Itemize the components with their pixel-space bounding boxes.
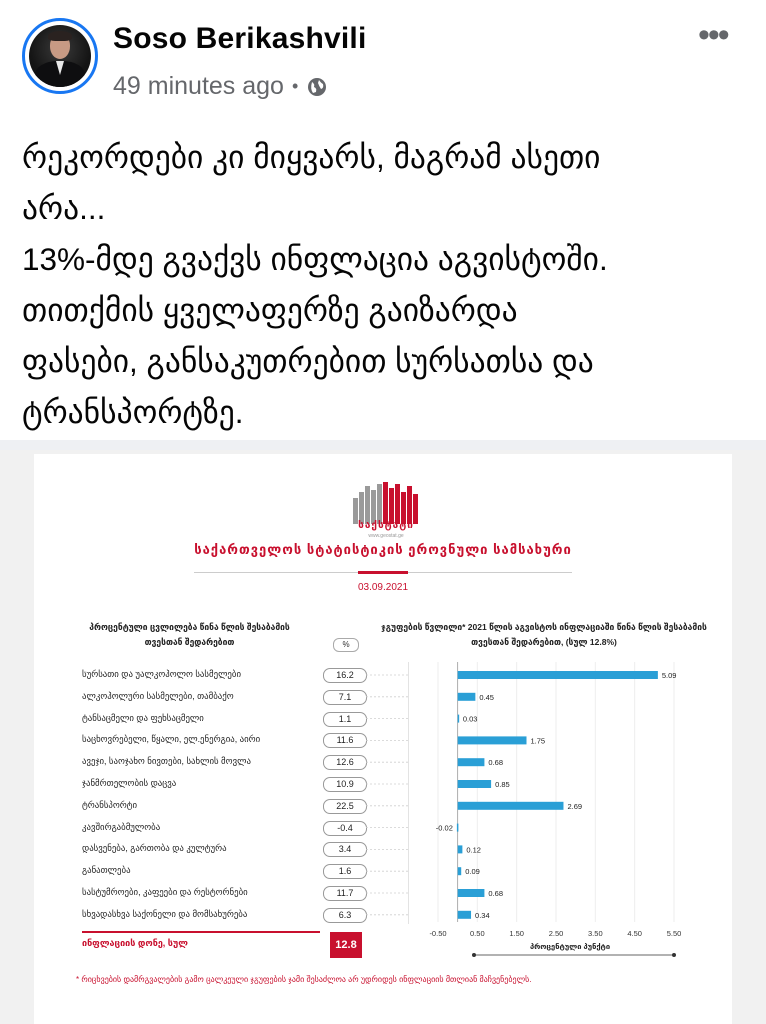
bar-contribution — [458, 758, 485, 766]
logo-subtext: www.geostat.ge — [368, 533, 404, 539]
category-label: ტრანსპორტი — [82, 799, 138, 810]
annual-change-value: 10.9 — [323, 777, 367, 792]
axis-caption-dot — [472, 953, 476, 957]
bar-contribution — [458, 715, 460, 723]
x-tick-label: 4.50 — [627, 929, 642, 938]
bar-value-label: 0.12 — [466, 845, 481, 855]
logo-text: საქსტატი — [358, 520, 414, 531]
annual-change-value: 1.1 — [323, 712, 367, 727]
axis-caption-dot — [672, 953, 676, 957]
annual-change-value: -0.4 — [323, 821, 367, 836]
post-image-infographic[interactable] — [34, 454, 732, 1024]
bar-value-label: 0.09 — [465, 867, 480, 877]
bar-value-label: -0.02 — [435, 823, 453, 833]
bar-value-label: 2.69 — [567, 801, 583, 811]
category-label: დასვენება, გართობა და კულტურა — [82, 843, 227, 854]
left-column-header: პროცენტული ცვლილება წინა წლის შესაბამის თვესთან შედარებით — [89, 622, 290, 647]
total-divider — [82, 931, 320, 933]
annual-change-value: 22.5 — [323, 799, 367, 814]
bar-contribution — [457, 824, 459, 832]
x-tick-label: 5.50 — [666, 929, 682, 938]
bar-contribution — [458, 780, 491, 788]
post-timestamp[interactable]: 49 minutes ago — [113, 72, 284, 100]
bar-contribution — [458, 845, 463, 853]
category-label: ავეჯი, საოჯახო ნივთები, სახლის მოვლა — [82, 756, 251, 767]
post-text-line: რეკორდები კი მიყვარს, მაგრამ ასეთი — [22, 139, 601, 175]
bar-contribution — [458, 889, 485, 897]
post-text-line: 13%-მდე გვაქვს ინფლაცია აგვისტოში. — [22, 241, 608, 277]
x-axis-label: პროცენტული პუნქტი — [529, 942, 611, 951]
annual-change-value: 3.4 — [323, 842, 367, 857]
content-separator — [0, 440, 766, 450]
bar-value-label: 0.03 — [462, 714, 478, 724]
bar-value-label: 0.45 — [479, 692, 494, 702]
bar-contribution — [458, 693, 476, 701]
annual-change-value: 16.2 — [323, 668, 367, 683]
bar-value-label: 0.34 — [475, 910, 490, 920]
meta-separator: • — [291, 76, 299, 96]
organization-title: საქართველოს სტატისტიკის ეროვნული სამსახური — [194, 542, 572, 557]
bar-value-label: 5.09 — [661, 671, 677, 680]
bar-contribution — [458, 736, 527, 744]
post-text-line: თითქმის ყველაფერზე გაიზარდა — [22, 292, 518, 328]
x-tick-label: 1.50 — [509, 929, 524, 938]
bar-contribution — [458, 671, 658, 679]
bar-value-label: 0.68 — [488, 758, 504, 768]
bar-value-label: 0.68 — [488, 889, 504, 898]
annual-change-value: 6.3 — [323, 908, 367, 923]
footnote: * რიცხვების დამრგვალების გამო ცალკეული ჯგუფების ჯამი შესაძლოა არ უდრიდეს ინფლაციის მთლიან მაჩვენებელს. — [76, 975, 532, 984]
category-label: საცხოვრებელი, წყალი, ელ.ენერგია, აირი — [82, 734, 261, 745]
percent-header: % — [333, 638, 359, 652]
category-label: სასტუმროები, კაფეები და რესტორნები — [82, 887, 248, 897]
bar-value-label: 0.85 — [495, 780, 510, 789]
post-text-line: ტრანსპორტზე. — [22, 394, 244, 430]
bar-contribution — [458, 867, 462, 875]
avatar-photo — [29, 25, 91, 87]
category-label: სხვადასხვა საქონელი და მომსახურება — [82, 908, 248, 919]
post-meta — [113, 72, 328, 101]
x-tick-label: 2.50 — [548, 929, 564, 938]
author-avatar[interactable] — [22, 18, 98, 94]
x-tick-label: 3.50 — [588, 929, 603, 938]
total-inflation-value: 12.8 — [330, 932, 362, 958]
category-label: ალკოჰოლური სასმელები, თამბაქო — [82, 690, 234, 701]
bar-value-label: 1.75 — [530, 736, 546, 746]
post-header — [0, 0, 766, 120]
x-tick-label: 0.50 — [470, 929, 485, 938]
more-options-icon[interactable]: ••• — [698, 16, 728, 54]
report-date: 03.09.2021 — [357, 582, 409, 593]
post-text — [22, 132, 752, 438]
annual-change-value: 12.6 — [323, 755, 367, 770]
globe-icon — [306, 76, 328, 98]
author-name[interactable]: Soso Berikashvili — [113, 22, 367, 55]
category-label: ჯანმრთელობის დაცვა — [82, 778, 177, 788]
category-label: განათლება — [82, 865, 131, 876]
x-tick-label: -0.50 — [429, 929, 447, 938]
annual-change-value: 1.6 — [323, 864, 367, 879]
annual-change-value: 7.1 — [323, 690, 367, 705]
category-label: ტანსაცმელი და ფეხსაცმელი — [82, 712, 204, 723]
post-text-line: არა... — [22, 190, 106, 226]
category-label: კავშირგაბმულობა — [82, 821, 161, 832]
bar-contribution — [458, 802, 564, 810]
post-text-line: ფასები, განსაკუთრებით სურსათსა და — [22, 343, 594, 379]
bar-contribution — [458, 911, 471, 919]
total-inflation-label: ინფლაციის დონე, სულ — [82, 938, 188, 948]
chart-title: ჯგუფების წვლილი* 2021 წლის აგვისტოს ინფლაციაში წინა წლის შესაბამის თვესთან შედარებით, (სულ 12.8%) — [381, 622, 707, 647]
annual-change-value: 11.7 — [323, 886, 367, 901]
category-label: სურსათი და უალკოჰოლო სასმელები — [82, 669, 242, 679]
annual-change-value: 11.6 — [323, 733, 367, 748]
